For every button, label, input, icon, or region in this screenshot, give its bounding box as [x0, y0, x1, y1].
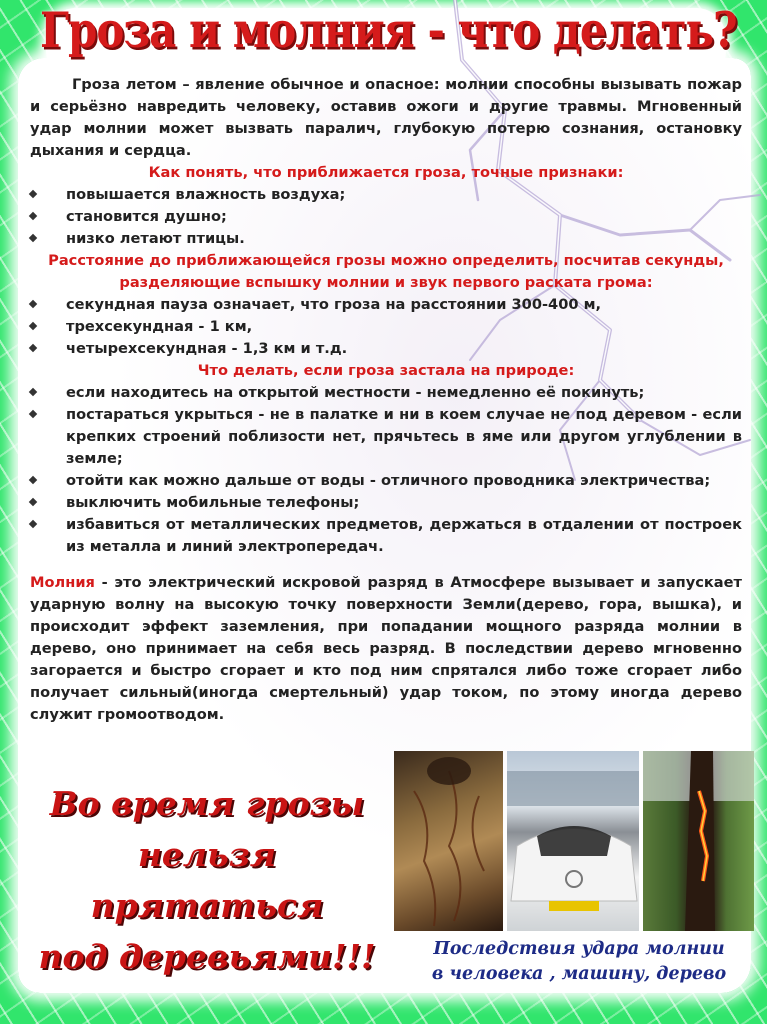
article-body: [30, 74, 742, 726]
lightning-term: Молния: [30, 574, 95, 591]
burned-car-photo: [507, 751, 640, 931]
caption-line: в человека , машину, дерево: [431, 964, 727, 984]
intro-paragraph: [30, 74, 742, 162]
signs-list: [30, 184, 742, 250]
diamond-bullet-icon: [29, 322, 37, 330]
photo-strip: [394, 751, 754, 931]
burned-person-photo: [394, 751, 503, 931]
list-item: трехсекундная - 1 км,: [30, 316, 742, 338]
diamond-bullet-icon: [29, 344, 37, 352]
list-item: выключить мобильные телефоны;: [30, 492, 742, 514]
diamond-bullet-icon: [29, 498, 37, 506]
list-item: секундная пауза означает, что гроза на расстоянии 300-400 м,: [30, 294, 742, 316]
list-item: постараться укрыться - не в палатке и ни в коем случае не под деревом - если крепких строений поблизости нет, прячьтесь в яме или другом углублении в земле;: [30, 404, 742, 470]
photo-caption: [404, 937, 754, 987]
diamond-bullet-icon: [29, 212, 37, 220]
diamond-bullet-icon: [29, 476, 37, 484]
intro-text: Гроза летом – явление обычное и опасное: молнии способны вызывать пожар и серьёзно навредить человеку, оставив ожоги и другие травмы. Мгновенный удар молнии может вызвать паралич, глубокую потерю сознания, остановку дыхания и сердца.: [30, 76, 742, 159]
list-item: становится душно;: [30, 206, 742, 228]
signs-heading: Как понять, что приближается гроза, точные признаки:: [148, 164, 624, 181]
warning-line: под деревьями!!!: [38, 937, 376, 976]
list-item: если находитесь на открытой местности - немедленно её покинуть;: [30, 382, 742, 404]
diamond-bullet-icon: [29, 190, 37, 198]
page-title: Гроза и молния - что делать?: [40, 2, 737, 59]
diamond-bullet-icon: [29, 234, 37, 242]
list-item: отойти как можно дальше от воды - отличного проводника электричества;: [30, 470, 742, 492]
lightning-definition-text: - это электрический искровой разряд в Атмосфере вызывает и запускает ударную волну на высокую точку поверхности Земли(дерево, гора, вышка), и происходит эффект заземления, при попадании мощного разряда молнии в дерево, оно принимает на себя весь разряд. В последствии дерево мгновенно загорается и быстро сгорает и кто под ним спрятался либо тоже сгорает либо получает сильный(иногда смертельный) удар током, по этому иногда дерево служит громоотводом.: [30, 574, 742, 723]
burned-tree-photo: [643, 751, 754, 931]
lightning-definition: [30, 572, 742, 726]
distance-list: [30, 294, 742, 360]
diamond-bullet-icon: [29, 410, 37, 418]
list-item: четырехсекундная - 1,3 км и т.д.: [30, 338, 742, 360]
distance-heading: Расстояние до приближающейся грозы можно определить, посчитав секунды, разделяющие вспышку молнии и звук первого раската грома:: [48, 252, 724, 291]
diamond-bullet-icon: [29, 520, 37, 528]
diamond-bullet-icon: [29, 388, 37, 396]
list-item: избавиться от металлических предметов, держаться в отдалении от построек из металла и линий электропередач.: [30, 514, 742, 558]
nature-list: [30, 382, 742, 558]
warning-line: Во время грозы: [49, 784, 365, 823]
list-item: повышается влажность воздуха;: [30, 184, 742, 206]
warning-line: нельзя прятаться: [90, 835, 324, 925]
warning-slogan: [22, 778, 392, 982]
diamond-bullet-icon: [29, 300, 37, 308]
list-item: низко летают птицы.: [30, 228, 742, 250]
nature-heading: Что делать, если гроза застала на природе:: [197, 362, 575, 379]
caption-line: Последствия удара молнии: [433, 939, 725, 959]
